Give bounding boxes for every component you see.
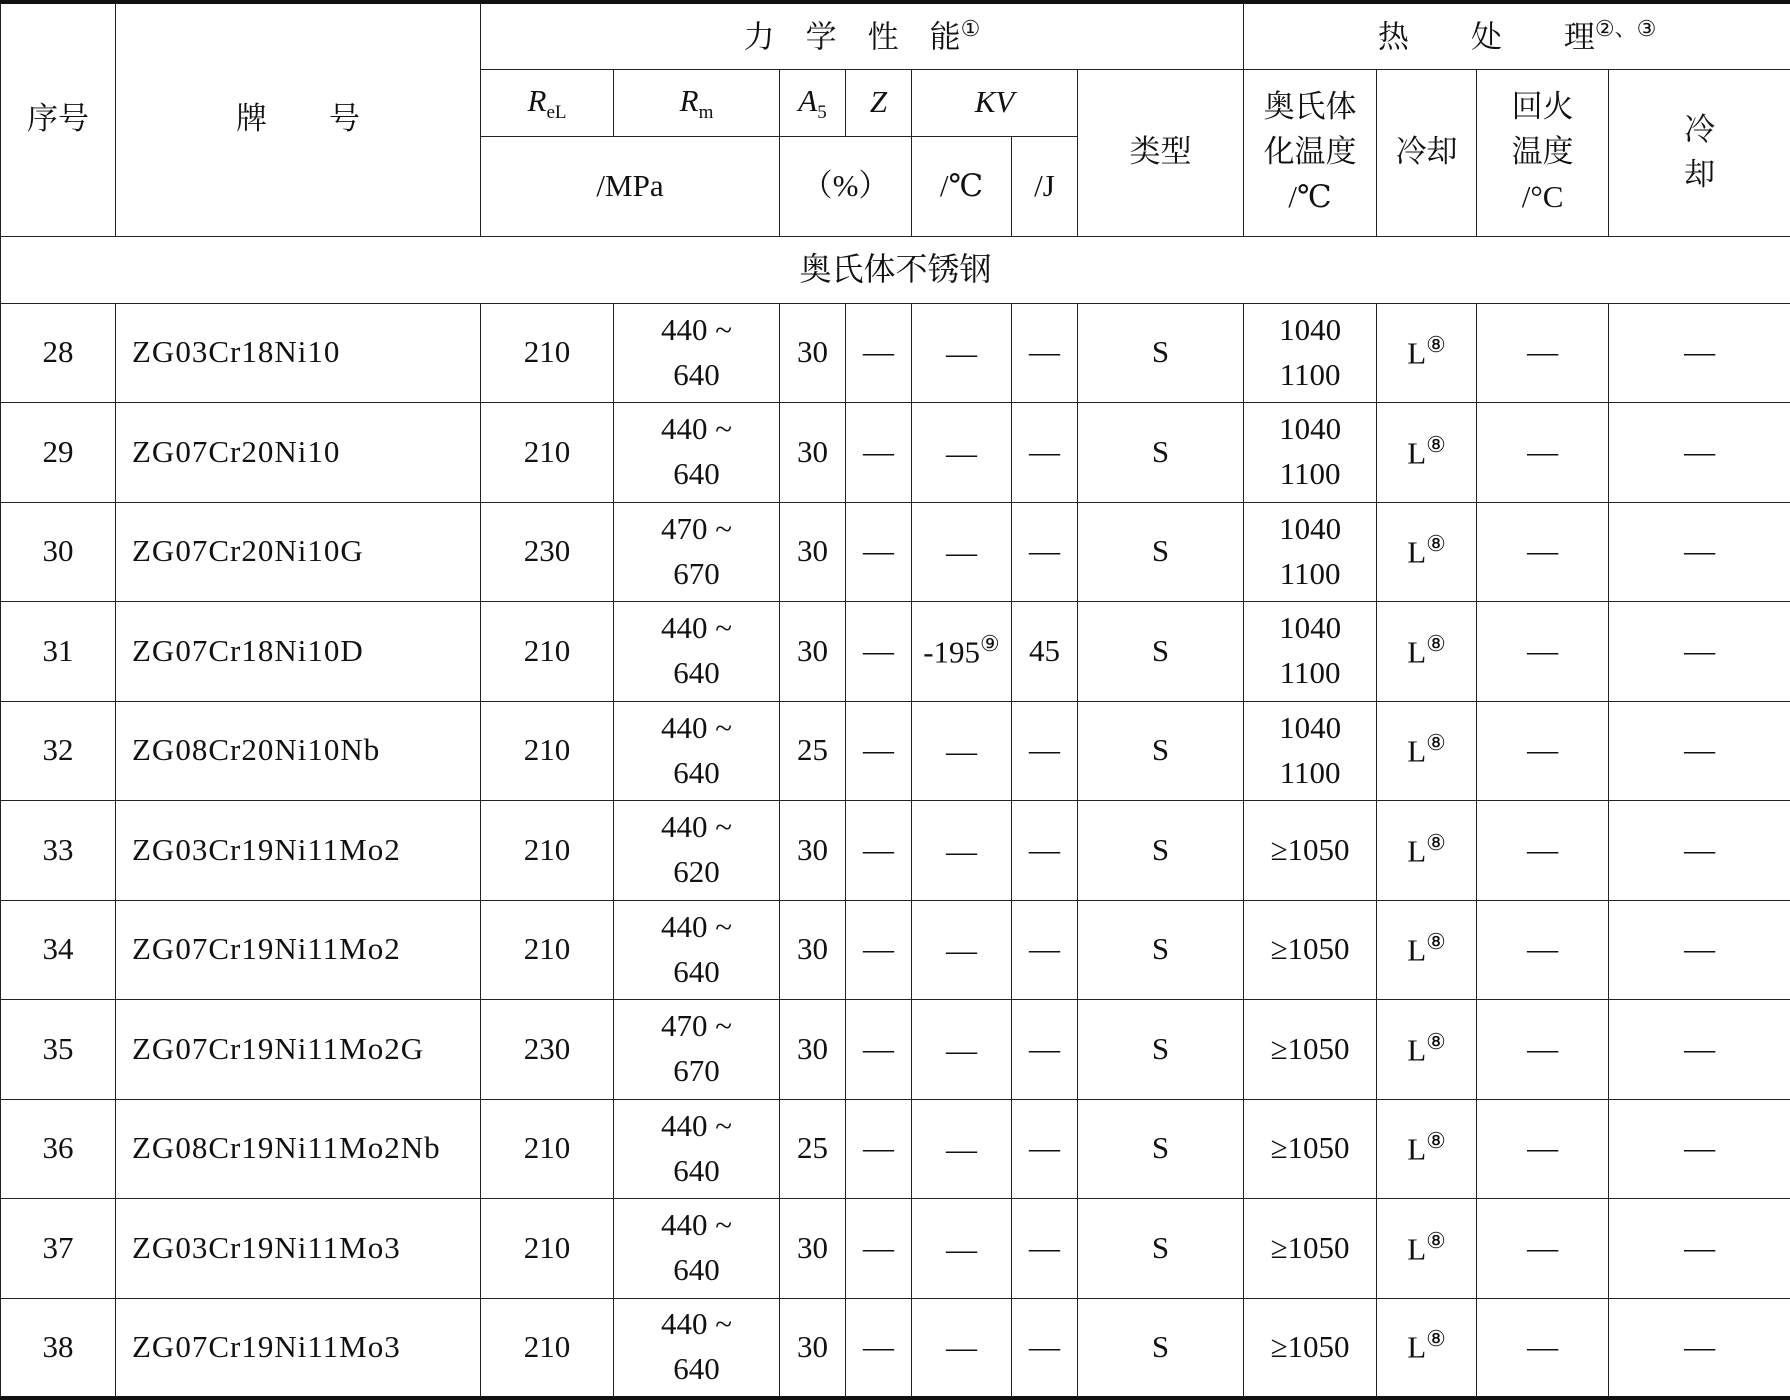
cell-tempering-temp: — <box>1477 1298 1609 1398</box>
cell-rel: 210 <box>481 1199 614 1299</box>
cell-seq: 29 <box>1 403 116 503</box>
cell-grade: ZG07Cr20Ni10G <box>116 502 481 602</box>
cell-grade: ZG07Cr19Ni11Mo2 <box>116 900 481 1000</box>
cell-tempering-temp: — <box>1477 900 1609 1000</box>
cell-kv-temp: — <box>912 1099 1012 1199</box>
cell-z: — <box>846 303 912 403</box>
cell-cooling-2: — <box>1609 1000 1790 1100</box>
cell-austenitizing-temp: 1040 1100 <box>1244 403 1377 503</box>
cell-cooling: L⑧ <box>1377 1000 1477 1100</box>
cell-rm: 470 ~ 670 <box>614 502 780 602</box>
cell-cooling: L⑧ <box>1377 900 1477 1000</box>
cell-austenitizing-temp: 1040 1100 <box>1244 602 1377 702</box>
table-row <box>1 1000 1790 1100</box>
header-unit-percent: （%） <box>780 136 912 236</box>
cell-rel: 230 <box>481 1000 614 1100</box>
cell-grade: ZG03Cr19Ni11Mo2 <box>116 801 481 901</box>
cell-rel: 230 <box>481 502 614 602</box>
cell-kv-joule: 45 <box>1012 602 1078 702</box>
cell-kv-joule: — <box>1012 801 1078 901</box>
cell-cooling-2: — <box>1609 801 1790 901</box>
cell-rel: 210 <box>481 1298 614 1398</box>
cell-cooling: L⑧ <box>1377 403 1477 503</box>
cell-type: S <box>1078 1000 1244 1100</box>
cell-austenitizing-temp: ≥1050 <box>1244 1199 1377 1299</box>
cell-rm: 440 ~ 640 <box>614 303 780 403</box>
cell-seq: 31 <box>1 602 116 702</box>
cell-grade: ZG03Cr19Ni11Mo3 <box>116 1199 481 1299</box>
cell-type: S <box>1078 1099 1244 1199</box>
cell-rel: 210 <box>481 602 614 702</box>
table-row <box>1 900 1790 1000</box>
cell-z: — <box>846 1000 912 1100</box>
cell-rel: 210 <box>481 801 614 901</box>
header-unit-celsius: /℃ <box>912 136 1012 236</box>
cell-austenitizing-temp: 1040 1100 <box>1244 303 1377 403</box>
cell-tempering-temp: — <box>1477 701 1609 801</box>
header-heat-treatment: 热 处 理②、③ <box>1244 2 1790 69</box>
cell-rm: 440 ~ 620 <box>614 801 780 901</box>
cell-grade: ZG07Cr20Ni10 <box>116 403 481 503</box>
cell-grade: ZG07Cr19Ni11Mo2G <box>116 1000 481 1100</box>
cell-z: — <box>846 801 912 901</box>
header-mechanical: 力 学 性 能① <box>481 2 1244 69</box>
cell-z: — <box>846 502 912 602</box>
cell-rm: 440 ~ 640 <box>614 1099 780 1199</box>
cell-kv-joule: — <box>1012 1199 1078 1299</box>
cell-z: — <box>846 701 912 801</box>
cell-kv-joule: — <box>1012 1000 1078 1100</box>
cell-a5: 30 <box>780 303 846 403</box>
cell-kv-temp: — <box>912 403 1012 503</box>
cell-a5: 25 <box>780 701 846 801</box>
header-rm: $R_m$ <box>614 69 780 136</box>
cell-seq: 36 <box>1 1099 116 1199</box>
table-row <box>1 701 1790 801</box>
cell-seq: 28 <box>1 303 116 403</box>
cell-austenitizing-temp: ≥1050 <box>1244 1000 1377 1100</box>
cell-rm: 440 ~ 640 <box>614 900 780 1000</box>
cell-a5: 30 <box>780 900 846 1000</box>
cell-tempering-temp: — <box>1477 602 1609 702</box>
cell-tempering-temp: — <box>1477 403 1609 503</box>
cell-tempering-temp: — <box>1477 1000 1609 1100</box>
cell-seq: 38 <box>1 1298 116 1398</box>
cell-rm: 440 ~ 640 <box>614 1199 780 1299</box>
cell-grade: ZG08Cr19Ni11Mo2Nb <box>116 1099 481 1199</box>
cell-a5: 30 <box>780 502 846 602</box>
cell-cooling-2: — <box>1609 303 1790 403</box>
cell-rm: 440 ~ 640 <box>614 602 780 702</box>
header-grade: 牌 号 <box>116 2 481 236</box>
cell-kv-joule: — <box>1012 701 1078 801</box>
cell-kv-joule: — <box>1012 403 1078 503</box>
cell-rm: 440 ~ 640 <box>614 403 780 503</box>
cell-austenitizing-temp: ≥1050 <box>1244 900 1377 1000</box>
cell-grade: ZG08Cr20Ni10Nb <box>116 701 481 801</box>
cell-cooling: L⑧ <box>1377 801 1477 901</box>
cell-cooling: L⑧ <box>1377 1199 1477 1299</box>
header-austenitizing-temp: 奥氏体 化温度 /℃ <box>1244 69 1377 236</box>
cell-kv-temp: — <box>912 801 1012 901</box>
cell-kv-temp: — <box>912 701 1012 801</box>
header-unit-mpa: /MPa <box>481 136 780 236</box>
cell-type: S <box>1078 1199 1244 1299</box>
cell-a5: 25 <box>780 1099 846 1199</box>
cell-kv-temp: — <box>912 1298 1012 1398</box>
cell-kv-joule: — <box>1012 502 1078 602</box>
cell-cooling: L⑧ <box>1377 1099 1477 1199</box>
cell-a5: 30 <box>780 1199 846 1299</box>
header-a5: $A_5$ <box>780 69 846 136</box>
header-type: 类型 <box>1078 69 1244 236</box>
cell-a5: 30 <box>780 1000 846 1100</box>
cell-type: S <box>1078 502 1244 602</box>
header-cooling: 冷却 <box>1377 69 1477 236</box>
cell-tempering-temp: — <box>1477 502 1609 602</box>
cell-seq: 30 <box>1 502 116 602</box>
cell-austenitizing-temp: ≥1050 <box>1244 1099 1377 1199</box>
cell-austenitizing-temp: ≥1050 <box>1244 1298 1377 1398</box>
cell-cooling-2: — <box>1609 701 1790 801</box>
table-row <box>1 1099 1790 1199</box>
cell-z: — <box>846 1199 912 1299</box>
cell-rel: 210 <box>481 701 614 801</box>
cell-grade: ZG07Cr19Ni11Mo3 <box>116 1298 481 1398</box>
cell-cooling: L⑧ <box>1377 303 1477 403</box>
cell-kv-temp: -195⑨ <box>912 602 1012 702</box>
cell-grade: ZG03Cr18Ni10 <box>116 303 481 403</box>
cell-type: S <box>1078 701 1244 801</box>
cell-z: — <box>846 900 912 1000</box>
cell-rel: 210 <box>481 403 614 503</box>
header-tempering-temp: 回火 温度 /°C <box>1477 69 1609 236</box>
cell-kv-joule: — <box>1012 1298 1078 1398</box>
cell-z: — <box>846 1298 912 1398</box>
cell-type: S <box>1078 403 1244 503</box>
cell-type: S <box>1078 900 1244 1000</box>
header-z: Z <box>846 69 912 136</box>
cell-rm: 470 ~ 670 <box>614 1000 780 1100</box>
cell-tempering-temp: — <box>1477 1099 1609 1199</box>
header-rel: $R_{eL}$ <box>481 69 614 136</box>
table-row <box>1 403 1790 503</box>
cell-cooling-2: — <box>1609 502 1790 602</box>
header-row-1 <box>1 2 1790 69</box>
header-kv: KV <box>912 69 1078 136</box>
cell-tempering-temp: — <box>1477 1199 1609 1299</box>
section-title: 奥氏体不锈钢 <box>1 236 1790 303</box>
table-row <box>1 1199 1790 1299</box>
cell-rel: 210 <box>481 900 614 1000</box>
table-row <box>1 1298 1790 1398</box>
cell-cooling-2: — <box>1609 602 1790 702</box>
cell-rm: 440 ~ 640 <box>614 701 780 801</box>
cell-seq: 32 <box>1 701 116 801</box>
cell-grade: ZG07Cr18Ni10D <box>116 602 481 702</box>
header-unit-joule: /J <box>1012 136 1078 236</box>
cell-cooling: L⑧ <box>1377 602 1477 702</box>
cell-tempering-temp: — <box>1477 303 1609 403</box>
table-row <box>1 502 1790 602</box>
cell-austenitizing-temp: 1040 1100 <box>1244 502 1377 602</box>
cell-kv-temp: — <box>912 900 1012 1000</box>
cell-kv-joule: — <box>1012 303 1078 403</box>
cell-type: S <box>1078 303 1244 403</box>
cell-a5: 30 <box>780 1298 846 1398</box>
cell-z: — <box>846 602 912 702</box>
cell-type: S <box>1078 602 1244 702</box>
cell-cooling: L⑧ <box>1377 1298 1477 1398</box>
cell-cooling: L⑧ <box>1377 701 1477 801</box>
cell-cooling-2: — <box>1609 403 1790 503</box>
cell-a5: 30 <box>780 602 846 702</box>
cell-austenitizing-temp: 1040 1100 <box>1244 701 1377 801</box>
table-row <box>1 801 1790 901</box>
cell-type: S <box>1078 1298 1244 1398</box>
cell-cooling-2: — <box>1609 1099 1790 1199</box>
cell-kv-joule: — <box>1012 1099 1078 1199</box>
cell-kv-temp: — <box>912 502 1012 602</box>
table-row <box>1 602 1790 702</box>
section-row <box>1 236 1790 303</box>
cell-rel: 210 <box>481 1099 614 1199</box>
cell-z: — <box>846 403 912 503</box>
cell-rm: 440 ~ 640 <box>614 1298 780 1398</box>
cell-cooling: L⑧ <box>1377 502 1477 602</box>
cell-kv-joule: — <box>1012 900 1078 1000</box>
cell-kv-temp: — <box>912 303 1012 403</box>
cell-z: — <box>846 1099 912 1199</box>
cell-type: S <box>1078 801 1244 901</box>
cell-a5: 30 <box>780 801 846 901</box>
cell-cooling-2: — <box>1609 1199 1790 1299</box>
cell-cooling-2: — <box>1609 1298 1790 1398</box>
cell-cooling-2: — <box>1609 900 1790 1000</box>
cell-tempering-temp: — <box>1477 801 1609 901</box>
cell-seq: 35 <box>1 1000 116 1100</box>
cell-a5: 30 <box>780 403 846 503</box>
cell-kv-temp: — <box>912 1000 1012 1100</box>
cell-kv-temp: — <box>912 1199 1012 1299</box>
cell-seq: 37 <box>1 1199 116 1299</box>
header-seq: 序号 <box>1 2 116 236</box>
cell-austenitizing-temp: ≥1050 <box>1244 801 1377 901</box>
cell-seq: 33 <box>1 801 116 901</box>
table-row <box>1 303 1790 403</box>
header-cooling-2: 冷 却 <box>1609 69 1790 236</box>
cell-seq: 34 <box>1 900 116 1000</box>
cell-rel: 210 <box>481 303 614 403</box>
